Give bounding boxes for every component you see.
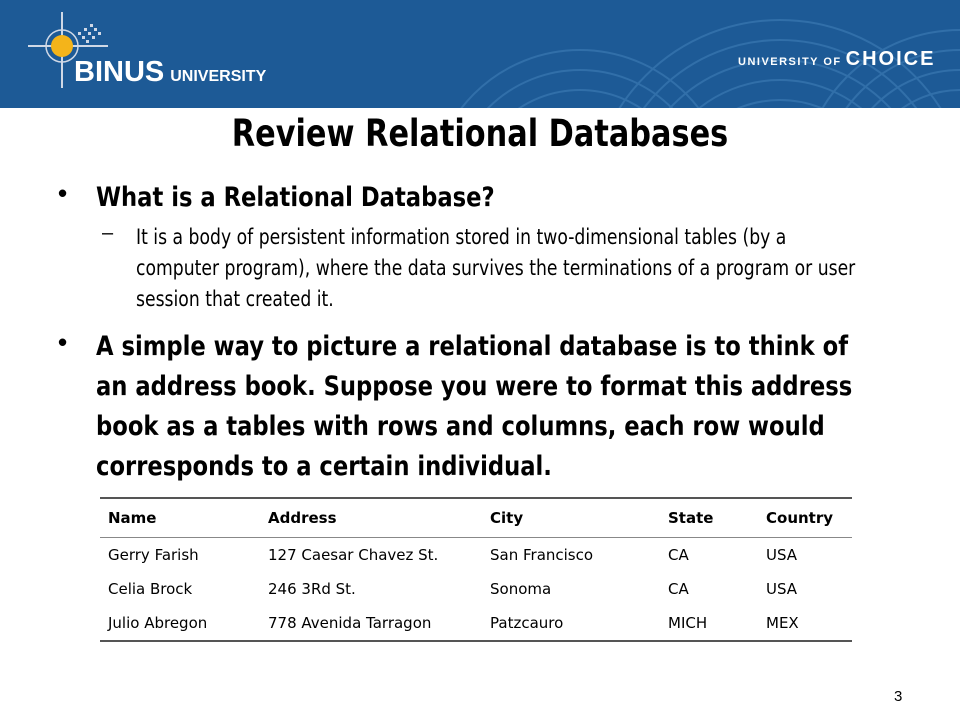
sub-bullet-item: [58, 222, 918, 315]
bullet-symbol: •: [58, 178, 68, 208]
column-header-city: City: [482, 498, 660, 538]
column-header-state: State: [660, 498, 758, 538]
bullet-item: [58, 178, 918, 218]
binus-logo-wordmark: [74, 56, 266, 89]
table-cell: Patzcauro: [482, 606, 660, 641]
table-cell: Julio Abregon: [100, 606, 260, 641]
sub-bullet-text: It is a body of persistent information stored in two-dimensional tables (by a computer program), where the data survives the terminations of a program or user session that created it.: [136, 225, 856, 311]
slide-body: [58, 178, 918, 487]
bullet-item: [58, 327, 918, 487]
bullet-text: What is a Relational Database?: [96, 182, 495, 213]
column-header-address: Address: [260, 498, 482, 538]
table-header-row: [100, 498, 852, 538]
table-row: [100, 572, 852, 606]
table-cell: 778 Avenida Tarragon: [260, 606, 482, 641]
table-cell: San Francisco: [490, 546, 594, 564]
table-cell: MEX: [758, 606, 852, 641]
column-header-name: Name: [100, 498, 260, 538]
logo-sub: UNIVERSITY: [170, 68, 267, 85]
column-header-country: Country: [758, 498, 852, 538]
table-cell: CA: [668, 580, 689, 598]
page-number: 3: [894, 688, 903, 705]
table-cell: CA: [668, 546, 689, 564]
table-cell: Celia Brock: [108, 580, 193, 598]
table-cell: 246 3Rd St.: [268, 580, 356, 598]
header-tagline: [738, 48, 935, 71]
slide-title: Review Relational Databases: [231, 112, 729, 155]
bullet-text: A simple way to picture a relational database is to think of an address book. Suppose you were to format this address book as a tables with rows and columns, each row would corresponds to a certain individual.: [96, 331, 853, 482]
table-cell: USA: [766, 580, 798, 598]
table-cell: Sonoma: [490, 580, 552, 598]
sub-bullet-symbol: –: [102, 222, 114, 244]
logo-main: BINUS: [74, 56, 165, 88]
table-cell: 127 Caesar Chavez St.: [268, 546, 439, 564]
tagline-prefix: UNIVERSITY OF: [738, 56, 842, 68]
bullet-symbol: •: [58, 327, 68, 357]
table-cell: USA: [766, 546, 798, 564]
table-row: [100, 606, 852, 641]
address-book-table: [100, 497, 852, 642]
table-row: [100, 538, 852, 573]
table-cell: MICH: [660, 606, 758, 641]
table-cell: Gerry Farish: [108, 546, 199, 564]
slide-header: [0, 0, 960, 108]
tagline-word: CHOICE: [845, 48, 936, 70]
